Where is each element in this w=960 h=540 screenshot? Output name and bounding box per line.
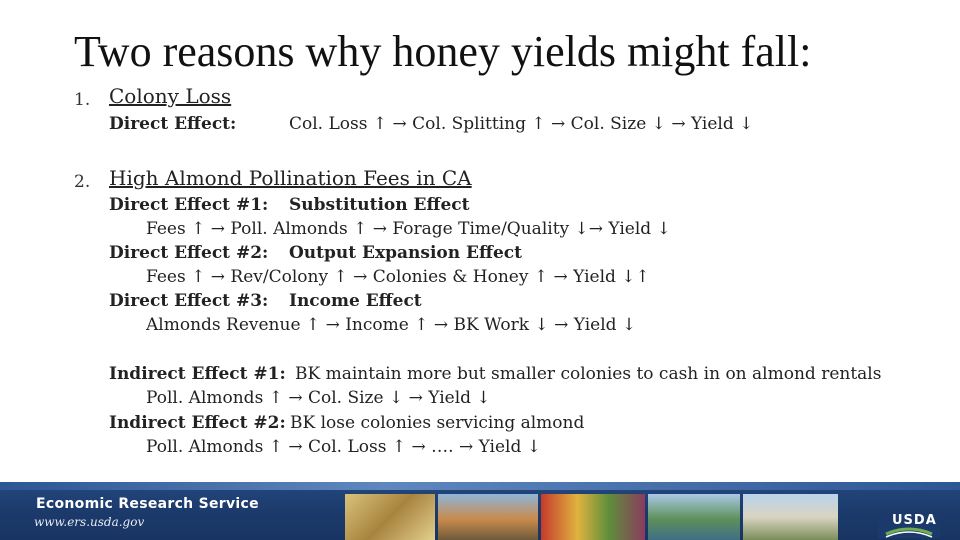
direct-effect-1-name: Substitution Effect <box>289 195 470 215</box>
slide-title: Two reasons why honey yields might fall: <box>74 27 812 76</box>
indirect-effect-2-chain: Poll. Almonds ↑ → Col. Loss ↑ → …. → Yield ↓ <box>146 437 541 457</box>
agency-url[interactable]: www.ers.usda.gov <box>34 515 145 529</box>
indirect-effect-1-name: BK maintain more but smaller colonies to cash in on almond rentals <box>295 364 882 384</box>
direct-effect-1-chain: Fees ↑ → Poll. Almonds ↑ → Forage Time/Quality ↓→ Yield ↓ <box>146 219 671 239</box>
agency-name: Economic Research Service <box>36 496 259 512</box>
item-1-direct-chain: Col. Loss ↑ → Col. Splitting ↑ → Col. Size ↓ → Yield ↓ <box>289 114 754 134</box>
item-1-number: 1. <box>74 90 91 110</box>
direct-effect-3-chain: Almonds Revenue ↑ → Income ↑ → BK Work ↓ → Yield ↓ <box>146 315 637 335</box>
footer-stripe <box>0 482 960 490</box>
landscape-photo <box>648 494 740 540</box>
indirect-effect-2-name: BK lose colonies servicing almond <box>290 413 585 433</box>
item-2-number: 2. <box>74 172 91 192</box>
usda-logo-text: USDA <box>892 513 937 528</box>
shipping-photo <box>438 494 538 540</box>
direct-effect-2-name: Output Expansion Effect <box>289 243 522 263</box>
indirect-effect-1-chain: Poll. Almonds ↑ → Col. Size ↓ → Yield ↓ <box>146 388 491 408</box>
item-1-heading: Colony Loss <box>109 84 232 108</box>
produce-photo <box>541 494 645 540</box>
houses-photo <box>743 494 838 540</box>
item-2-heading: High Almond Pollination Fees in CA <box>109 166 472 190</box>
direct-effect-3-name: Income Effect <box>289 291 422 311</box>
wheat-photo <box>345 494 435 540</box>
direct-effect-3-label: Direct Effect #3: <box>109 291 269 311</box>
direct-effect-2-chain: Fees ↑ → Rev/Colony ↑ → Colonies & Honey ↑ → Yield ↓↑ <box>146 267 650 287</box>
indirect-effect-1-label: Indirect Effect #1: <box>109 364 286 384</box>
direct-effect-2-label: Direct Effect #2: <box>109 243 269 263</box>
item-1-direct-label: Direct Effect: <box>109 114 237 134</box>
direct-effect-1-label: Direct Effect #1: <box>109 195 269 215</box>
indirect-effect-2-label: Indirect Effect #2: <box>109 413 286 433</box>
